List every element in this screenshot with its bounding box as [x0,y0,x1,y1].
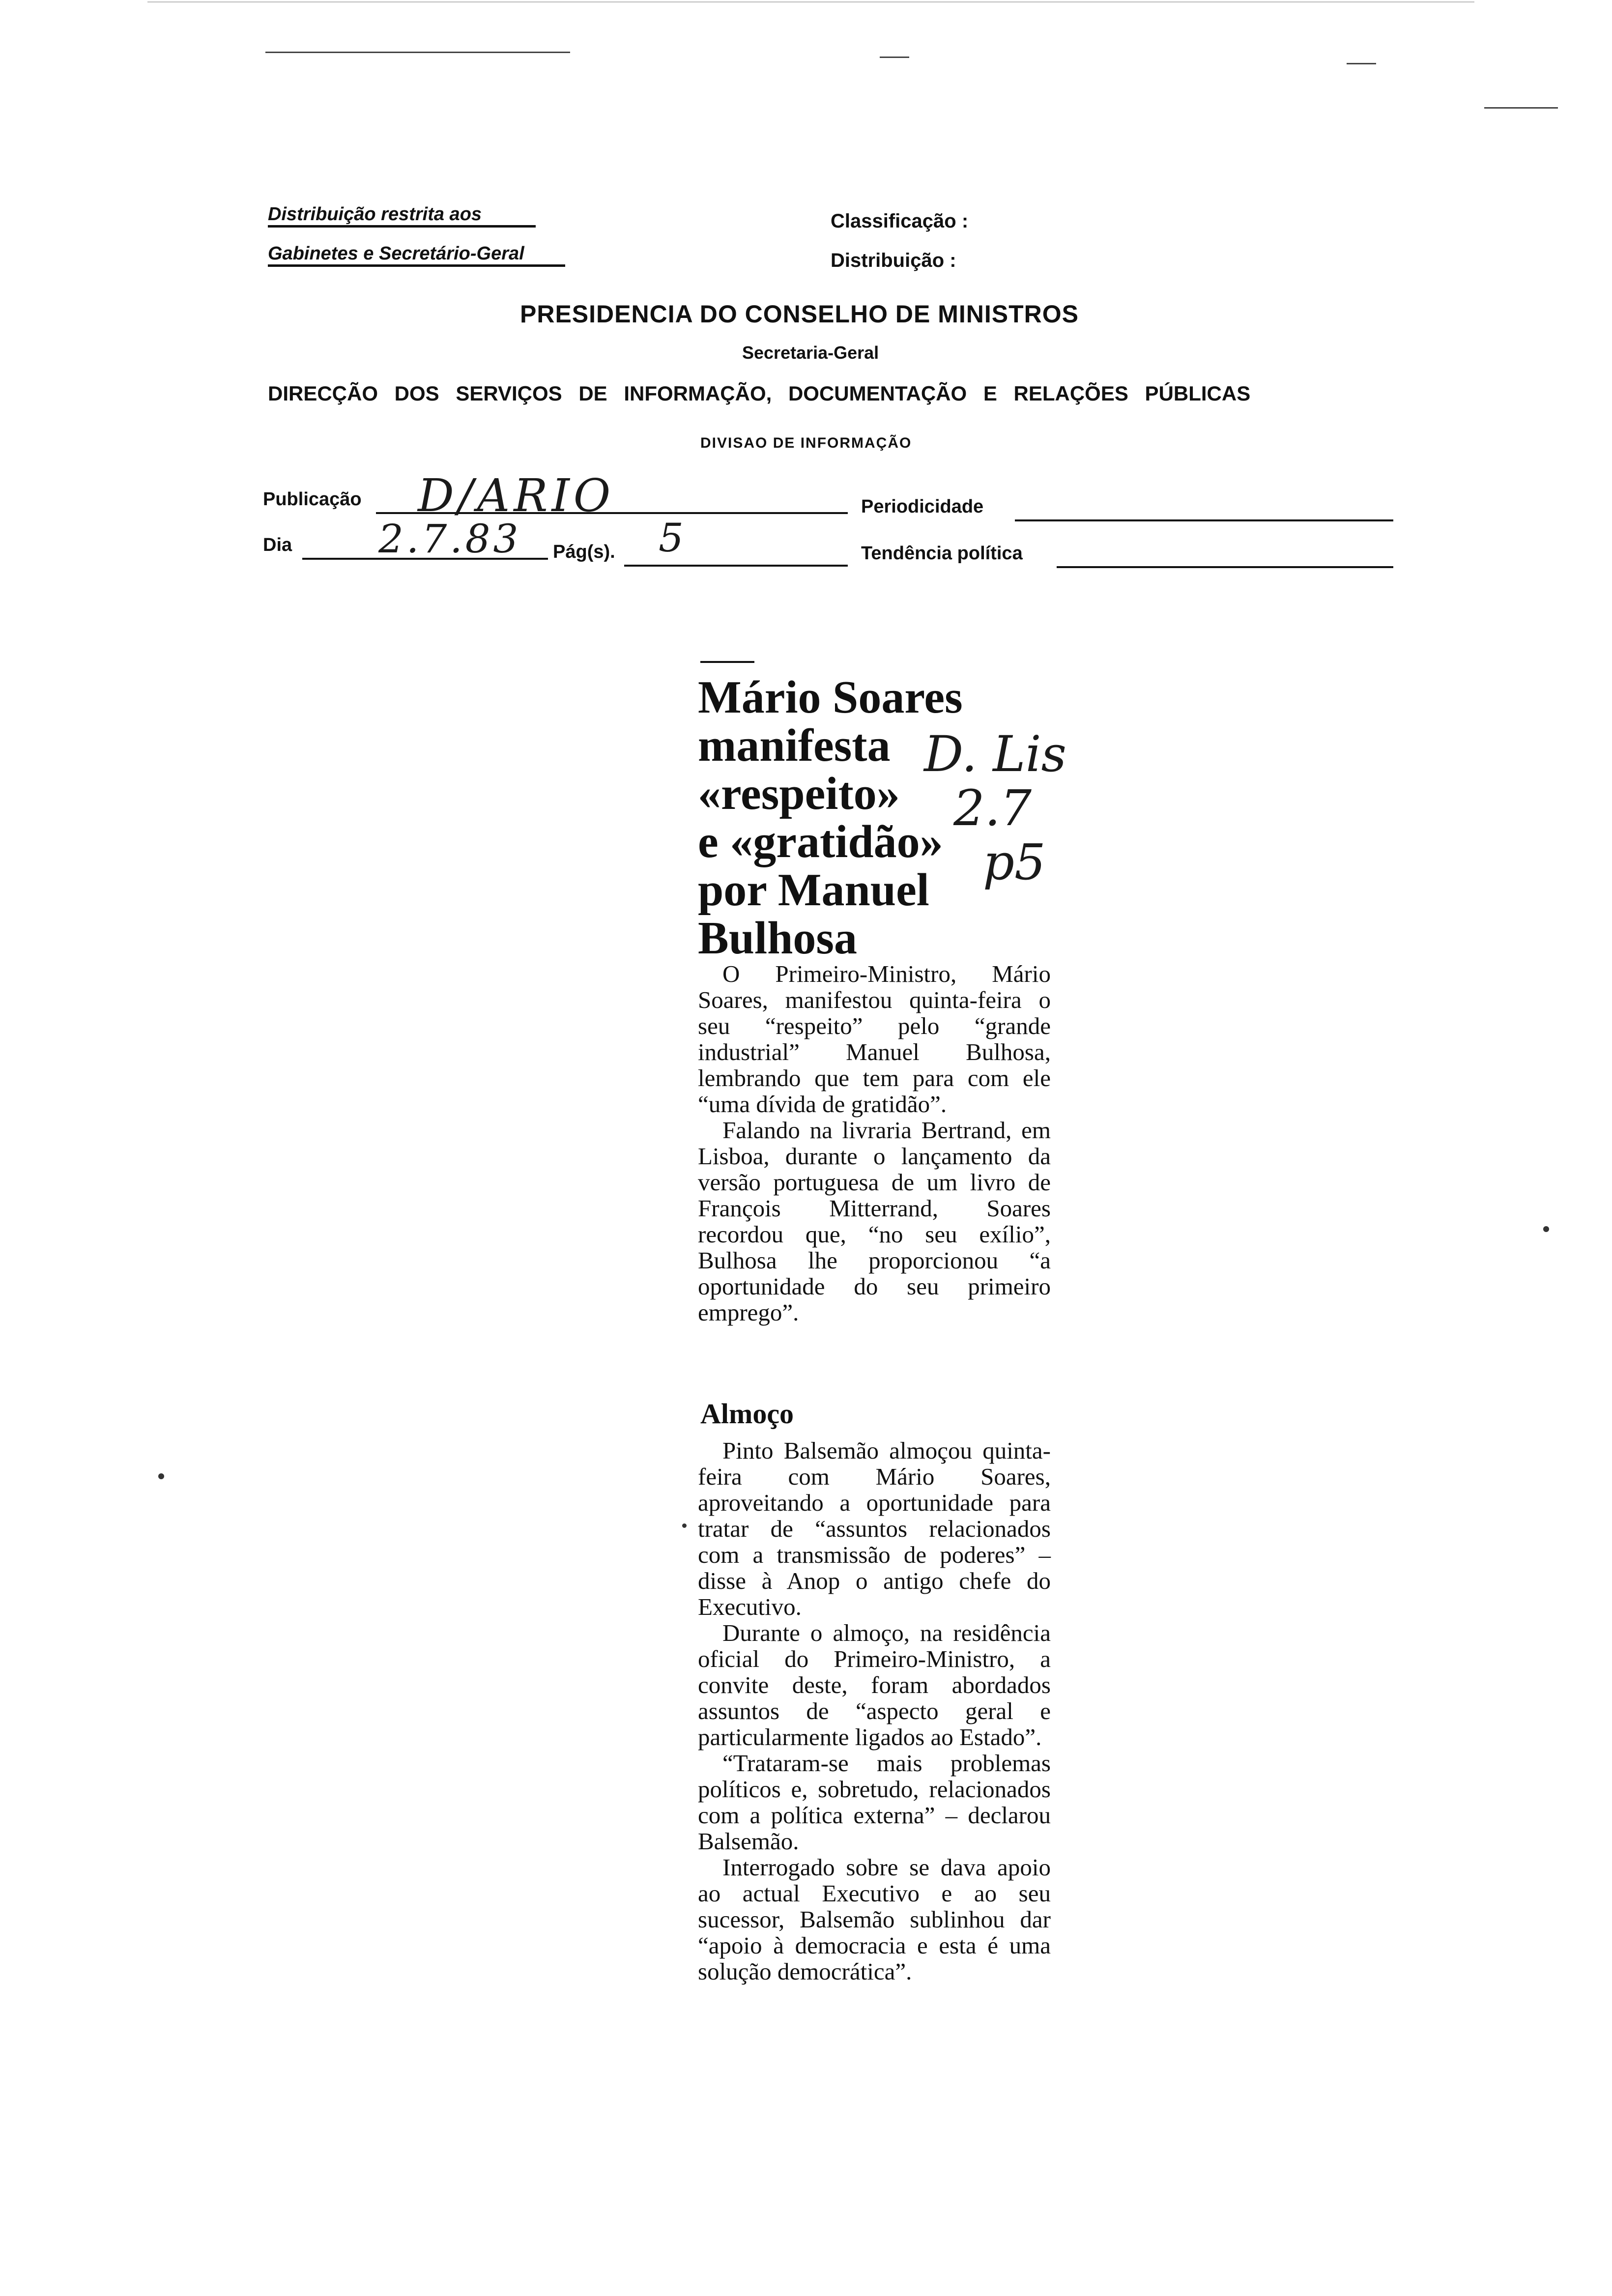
handwritten-annotation [924,727,1081,890]
article-paragraph: O Primeiro-Ministro, Mário Soares, manifestou quinta-feira o seu “respeito” pelo “grande industrial” Manuel Bulhosa, lembrando que tem para com ele “uma dívida de gratidão”. [698,960,1051,1118]
scan-artifact [158,1473,164,1479]
headline-line: Mário Soares [698,672,963,723]
article-paragraph: Durante o almoço, na residência oficial do Primeiro-Ministro, a convite deste, foram abordados assuntos de “aspecto geral e particularmente ligados ao Estado”. [698,1619,1051,1751]
headline-line: manifesta [698,720,891,771]
annotation-line: 2.7 [953,779,1032,837]
divisao-title: DIVISAO DE INFORMAÇÃO [700,435,912,451]
scan-artifact [265,52,570,53]
pags-label: Pág(s). [553,542,615,562]
publicacao-value: D/ARIO [418,469,615,522]
tendencia-line [1057,566,1393,568]
periodicidade-line [1015,519,1393,521]
scan-artifact [1347,63,1376,64]
headline-line: «respeito» [698,768,900,819]
pags-value: 5 [659,515,684,561]
scan-artifact [880,57,909,58]
scan-artifact [1543,1226,1549,1232]
scan-artifact [147,1,1474,2]
restriction-note-line2: Gabinetes e Secretário-Geral [268,243,565,267]
headline-line: Bulhosa [698,913,857,964]
restriction-note-line1: Distribuição restrita aos [268,204,536,228]
article-body-part1 [698,961,1051,1325]
pags-line [624,565,848,567]
dia-value: 2.7.83 [378,516,521,562]
annotation-line: p5 [983,833,1046,891]
periodicidade-label: Periodicidade [861,496,984,517]
article-paragraph: Pinto Balsemão almoçou quinta-feira com Mário Soares, aproveitando a oportunidade para tratar de “assuntos relacionados com a transmissão de poderes” – disse à Anop o antigo chefe do Executivo. [698,1437,1051,1620]
direccao-title: DIRECÇÃO DOS SERVIÇOS DE INFORMAÇÃO, DOCUMENTAÇÃO E RELAÇÕES PÚBLICAS [268,382,1251,405]
classificacao-label: Classificação : [831,210,969,232]
article-top-rule [700,661,754,663]
article-paragraph: “Trataram-se mais problemas políticos e, sobretudo, relacionados com a política externa” – declarou Balsemão. [698,1750,1051,1855]
secretaria-geral: Secretaria-Geral [742,343,879,363]
scan-artifact [682,1523,687,1528]
scan-artifact [1484,107,1558,109]
headline-line: e «gratidão» [698,816,943,867]
article-paragraph: Interrogado sobre se dava apoio ao actual Executivo e ao seu sucessor, Balsemão sublinhou dar “apoio à democracia e esta é uma solução democrática”. [698,1854,1051,1985]
publicacao-label: Publicação [263,489,362,510]
distribuicao-label: Distribuição : [831,250,956,271]
tendencia-label: Tendência política [861,543,1023,564]
dia-label: Dia [263,535,292,555]
article-paragraph: Falando na livraria Bertrand, em Lisboa, durante o lançamento da versão portuguesa de um livro de François Mitterrand, Soares recordou que, “no seu exílio”, Bulhosa lhe proporcionou “a oportunidade do seu primeiro emprego”. [698,1117,1051,1326]
institution-title: PRESIDENCIA DO CONSELHO DE MINISTROS [520,300,1079,328]
annotation-line: D. Lis [924,725,1066,783]
headline-line: por Manuel [698,864,929,916]
article-subhead: Almoço [700,1398,794,1430]
article-body-part2 [698,1437,1051,1984]
